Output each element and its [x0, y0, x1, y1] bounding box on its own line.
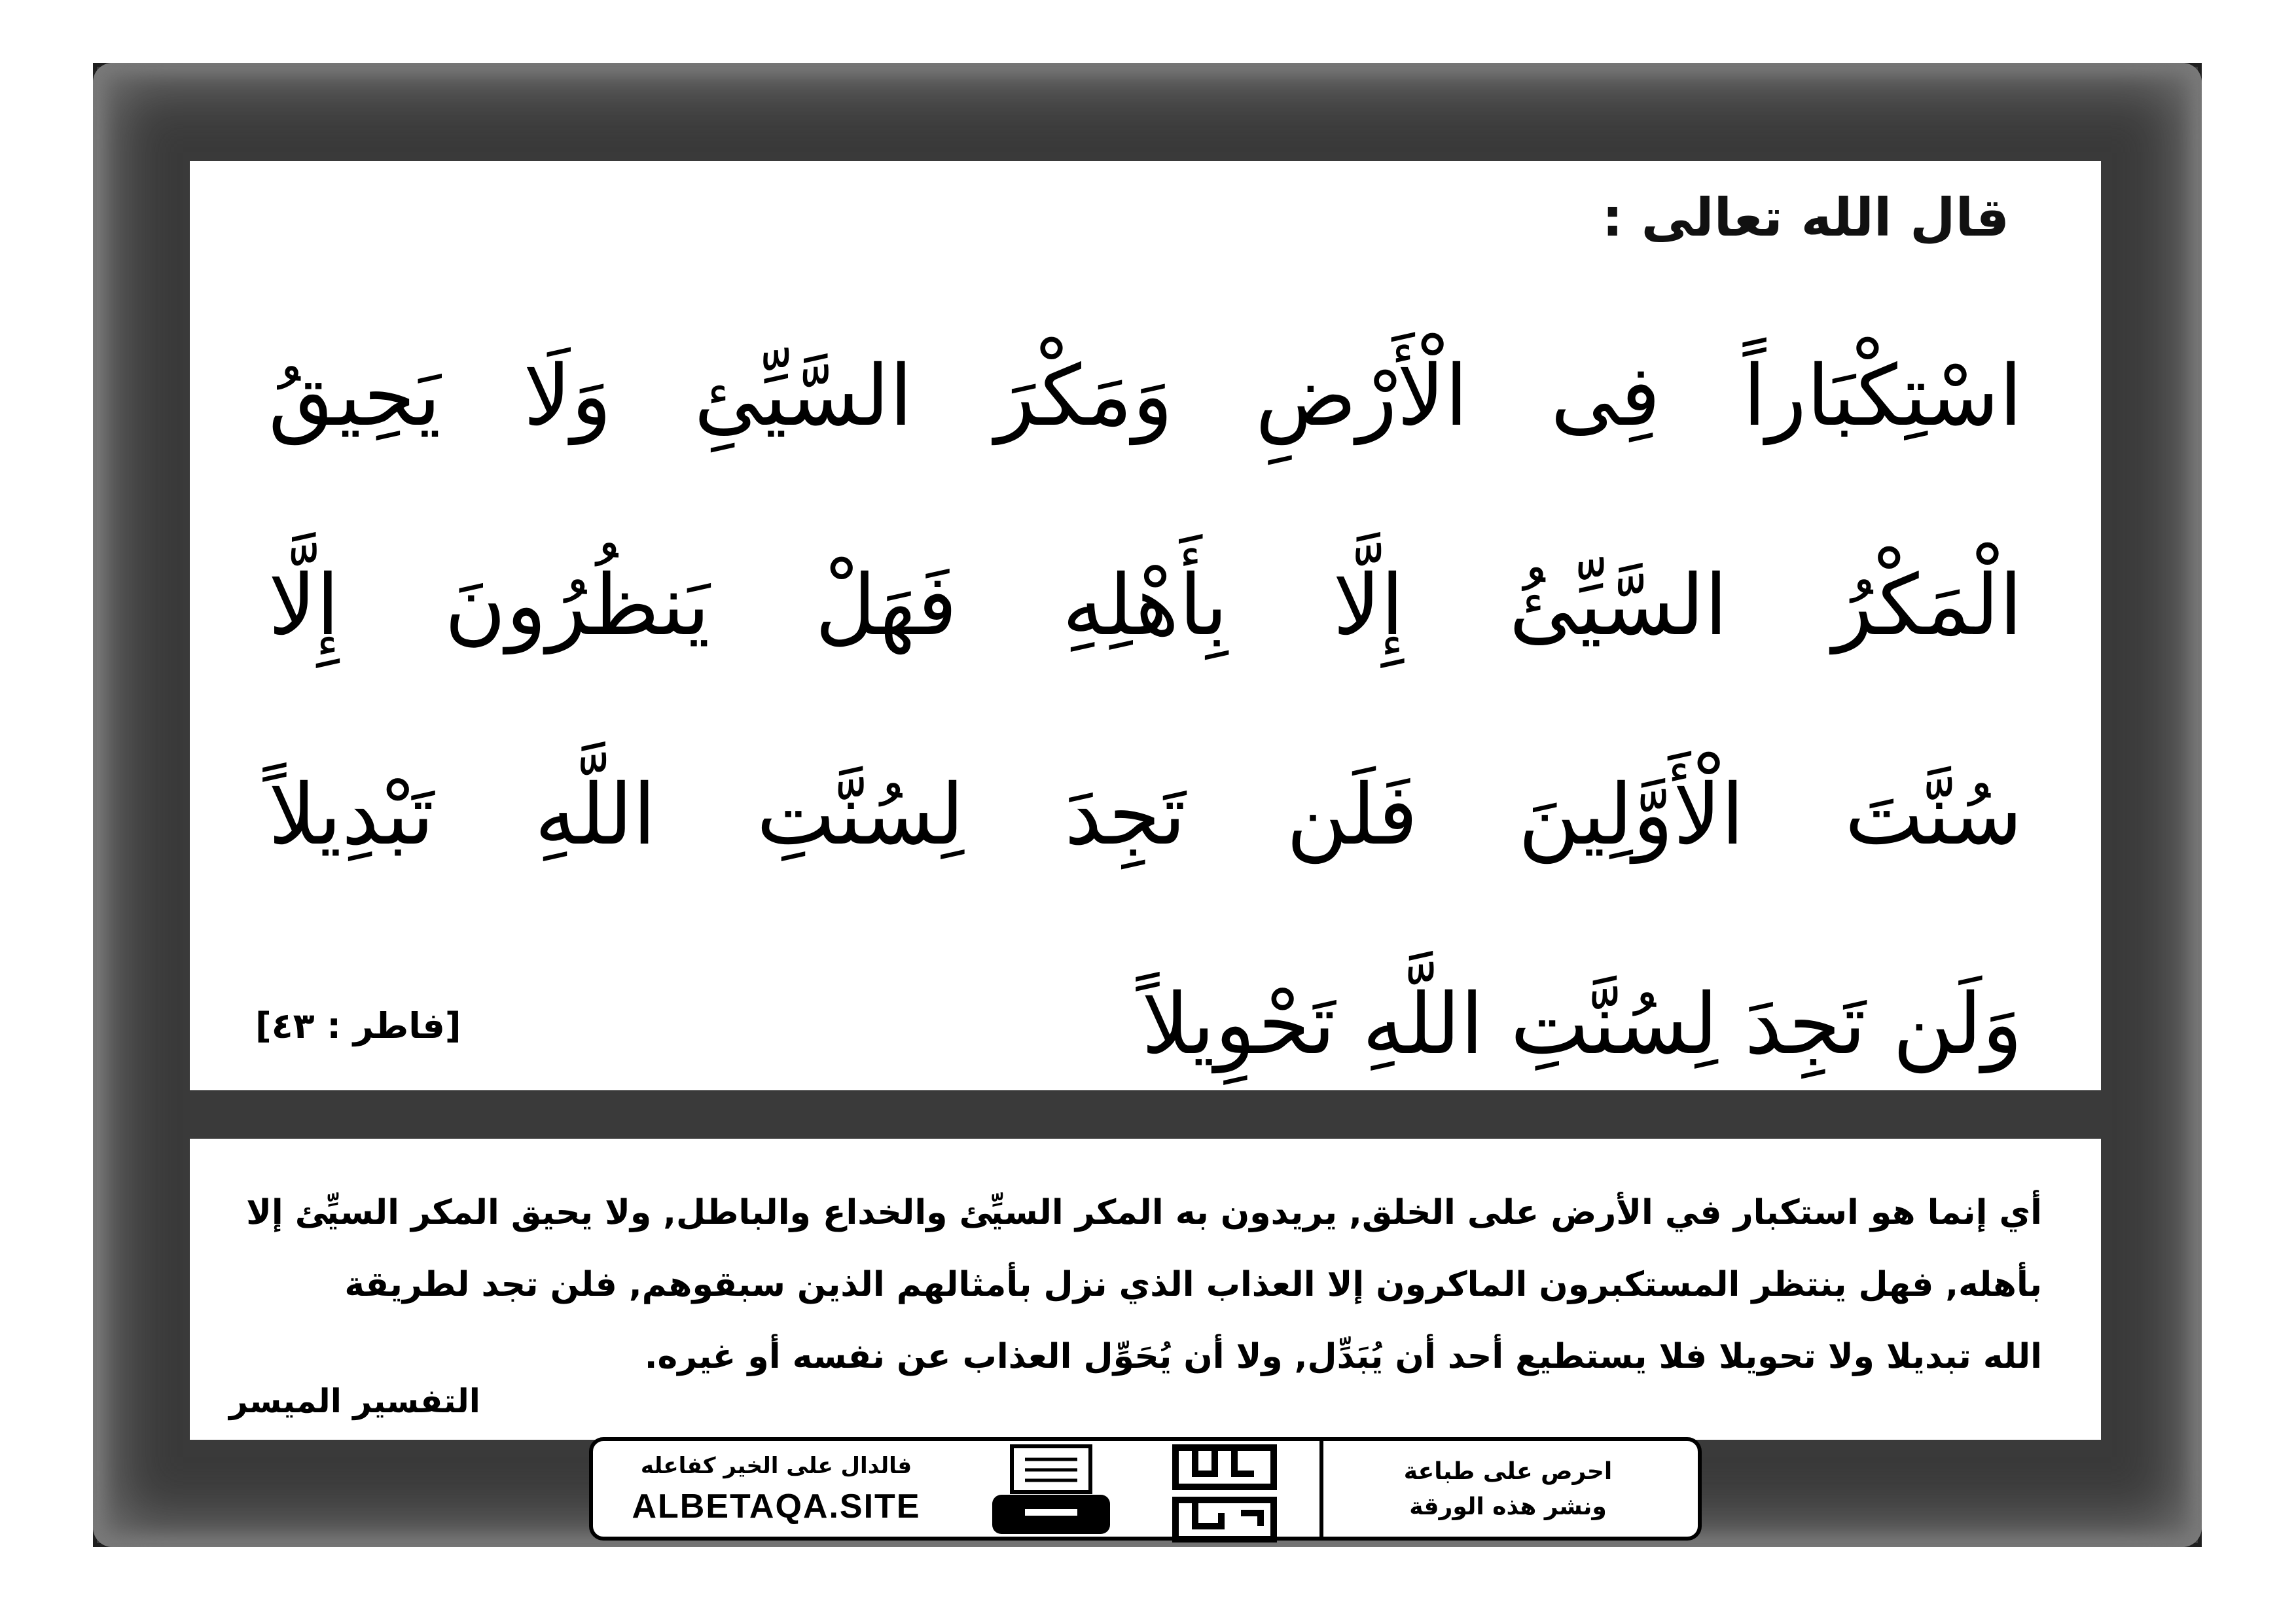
tafsir-source: التفسير الميسر: [229, 1382, 480, 1420]
tafsir-line: أي إنما هو استكبار في الأرض على الخلق, يريدون به المكر السيِّئ والخداع والباطل, ولا يحيق المكر السيِّئ إلا: [246, 1193, 2042, 1232]
footer-appeal: [1344, 1454, 1672, 1525]
footer-bar: [589, 1437, 1702, 1541]
verse-intro: قال الله تعالى :: [1602, 187, 2009, 248]
footer-divider: [1319, 1441, 1323, 1537]
verse-panel: [190, 161, 2101, 1090]
printer-icon: [986, 1444, 1117, 1538]
verse-line: الْمَكْرُ السَّيِّئُ إِلَّا بِأَهْلِهِ فَهَلْ يَنظُرُونَ إِلَّا: [268, 557, 2022, 654]
tafsir-text: [242, 1177, 2042, 1393]
verse-line: وَلَن تَجِدَ لِسُنَّتِ اللَّهِ تَحْوِيلاً: [1141, 976, 2022, 1073]
footer-tagline: فالدال على الخير كفاعله: [640, 1453, 912, 1479]
footer-site-block: [619, 1453, 933, 1526]
footer-appeal-line: ونشر هذه الورقة: [1409, 1493, 1607, 1520]
tafsir-line: بأهله, فهل ينتظر المستكبرون الماكرون إلا العذاب الذي نزل بأمثالهم الذين سبقوهم, فلن تجد لطريقة: [344, 1265, 2042, 1304]
tafsir-panel: [190, 1139, 2101, 1440]
tafsir-line: الله تبديلا ولا تحويلا فلا يستطيع أحد أن يُبَدِّل, ولا أن يُحَوِّل العذاب عن نفسه أو غيره.: [644, 1337, 2042, 1376]
footer-appeal-line: احرص على طباعة: [1403, 1458, 1613, 1485]
verse-reference: [فاطر : ٤٣]: [255, 1005, 461, 1046]
footer-site-link[interactable]: ALBETAQA.SITE: [632, 1488, 921, 1525]
verse-text: [268, 292, 2022, 1130]
kufic-logo-icon: [1169, 1435, 1280, 1546]
verse-line: سُنَّتَ الْأَوَّلِينَ فَلَن تَجِدَ لِسُنَّتِ اللَّهِ تَبْدِيلاً: [268, 766, 2022, 864]
verse-line: اسْتِكْبَاراً فِى الْأَرْضِ وَمَكْرَ السَّيِّئِ وَلَا يَحِيقُ: [268, 348, 2022, 445]
